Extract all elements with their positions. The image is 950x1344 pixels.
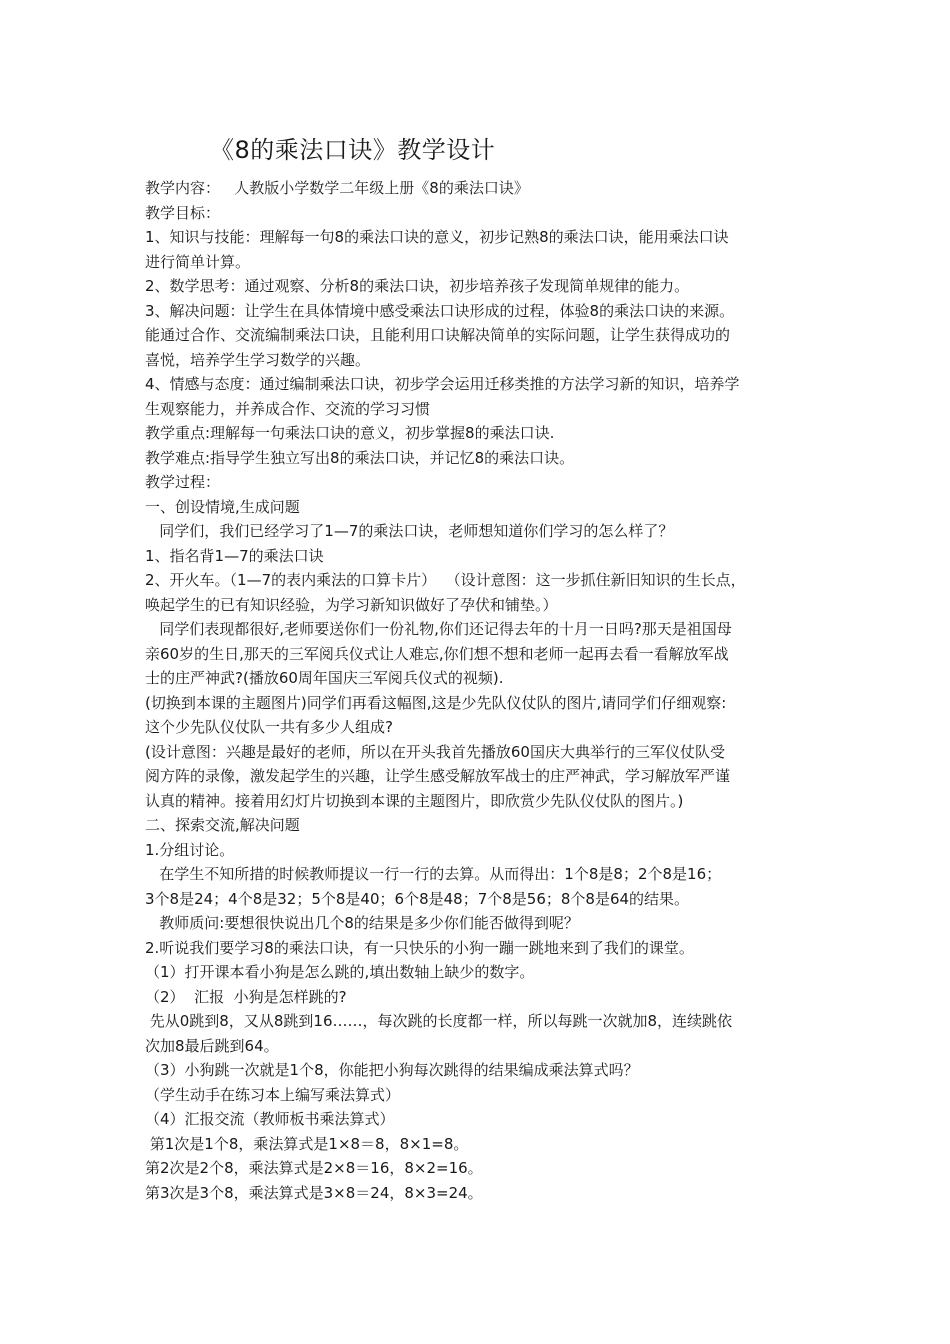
text-line: 第3次是3个8，乘法算式是3×8＝24，8×3=24。 xyxy=(145,1183,483,1202)
text-line: 第1次是1个8，乘法算式是1×8＝8，8×1=8。 xyxy=(145,1134,469,1153)
text-line: 二、探索交流,解决问题 xyxy=(145,816,300,834)
text-line: 在学生不知所措的时候教师提议一行一行的去算。从而得出：1个8是8；2个8是16； xyxy=(145,865,722,883)
text-line: 先从0跳到8，又从8跳到16……，每次跳的长度都一样，所以每跳一次就加8，连续跳依 xyxy=(145,1012,733,1030)
text-line: 士的庄严神武?(播放60周年国庆三军阅兵仪式的视频). xyxy=(145,669,504,687)
text-line: 教学难点:指导学生独立写出8的乘法口诀，并记忆8的乘法口诀。 xyxy=(145,448,575,467)
text-line: 教学目标： xyxy=(145,203,221,222)
text-line: （3）小狗跳一次就是1个8，你能把小狗每次跳得的结果编成乘法算式吗？ xyxy=(145,1061,639,1079)
text-line: 同学们表现都很好,老师要送你们一份礼物,你们还记得去年的十月一日吗?那天是祖国母 xyxy=(145,620,732,638)
text-line: 同学们，我们已经学习了1—7的乘法口诀，老师想知道你们学习的怎么样了？ xyxy=(145,522,674,540)
text-line: （4）汇报交流（教师板书乘法算式） xyxy=(145,1110,395,1128)
text-line: （2） 汇报 小狗是怎样跳的? xyxy=(145,987,347,1006)
text-line: 亲60岁的生日,那天的三军阅兵仪式让人难忘,你们想不想和老师一起再去看一看解放军战 xyxy=(145,644,729,663)
text-line: 第2次是2个8，乘法算式是2×8＝16，8×2=16。 xyxy=(145,1159,483,1177)
text-line: 教学内容： 人教版小学数学二年级上册《8的乘法口诀》 xyxy=(145,179,529,197)
text-line: 3、解决问题：让学生在具体情境中感受乘法口诀形成的过程，体验8的乘法口诀的来源。 xyxy=(145,301,735,320)
text-line: 1、指名背1—7的乘法口诀 xyxy=(145,546,324,565)
text-line: 次加8最后跳到64。 xyxy=(145,1036,279,1055)
text-line: 1、知识与技能：理解每一句8的乘法口诀的意义，初步记熟8的乘法口诀，能用乘法口诀 xyxy=(145,228,729,246)
text-line: 1.分组讨论。 xyxy=(145,840,235,859)
text-line: 进行简单计算。 xyxy=(145,252,251,271)
text-line: 阅方阵的录像，激发起学生的兴趣，让学生感受解放军战士的庄严神武，学习解放军严谨 xyxy=(145,767,731,785)
text-line: 一、创设情境,生成问题 xyxy=(145,497,300,516)
text-line: 唤起学生的已有知识经验，为学习新知识做好了孕伏和铺垫。） xyxy=(145,595,558,614)
text-line: 4、情感与态度：通过编制乘法口诀，初步学会运用迁移类推的方法学习新的知识，培养学 xyxy=(145,375,740,393)
text-line: 能通过合作、交流编制乘法口诀，且能利用口诀解决简单的实际问题，让学生获得成功的 xyxy=(145,326,731,344)
text-line: 教师质问:要想很快说出几个8的结果是多少你们能否做得到呢？ xyxy=(145,914,579,932)
text-line: 3个8是24；4个8是32；5个8是40；6个8是48；7个8是56；8个8是64的结果。 xyxy=(145,889,690,908)
text-line: 教学过程： xyxy=(145,473,221,491)
document-title: 《8的乘法口诀》教学设计 xyxy=(210,136,496,164)
text-line: （学生动手在练习本上编写乘法算式） xyxy=(145,1085,401,1104)
text-line: 2、开火车。（1—7的表内乘法的口算卡片） （设计意图：这一步抓住新旧知识的生长点， xyxy=(145,571,746,589)
text-line: 认真的精神。接着用幻灯片切换到本课的主题图片，即欣赏少先队仪仗队的图片。) xyxy=(145,791,684,810)
text-line: 喜悦，培养学生学习数学的兴趣。 xyxy=(145,350,371,369)
document-body xyxy=(145,176,825,1205)
text-line: 2.听说我们要学习8的乘法口诀，有一只快乐的小狗一蹦一跳地来到了我们的课堂。 xyxy=(145,938,694,957)
text-line: (切换到本课的主题图片)同学们再看这幅图,这是少先队仪仗队的图片,请同学们仔细观察: xyxy=(145,693,727,712)
text-line: （1）打开课本看小狗是怎么跳的,填出数轴上缺少的数字。 xyxy=(145,963,535,981)
text-line: 2、数学思考：通过观察、分析8的乘法口诀，初步培养孩子发现简单规律的能力。 xyxy=(145,277,690,295)
text-line: (设计意图：兴趣是最好的老师，所以在开头我首先播放60国庆大典举行的三军仪仗队受 xyxy=(145,742,725,761)
text-line: 这个少先队仪仗队一共有多少人组成? xyxy=(145,718,393,736)
text-line: 教学重点:理解每一句乘法口诀的意义，初步掌握8的乘法口诀. xyxy=(145,424,555,442)
text-line: 生观察能力，并养成合作、交流的学习习惯 xyxy=(145,399,431,418)
